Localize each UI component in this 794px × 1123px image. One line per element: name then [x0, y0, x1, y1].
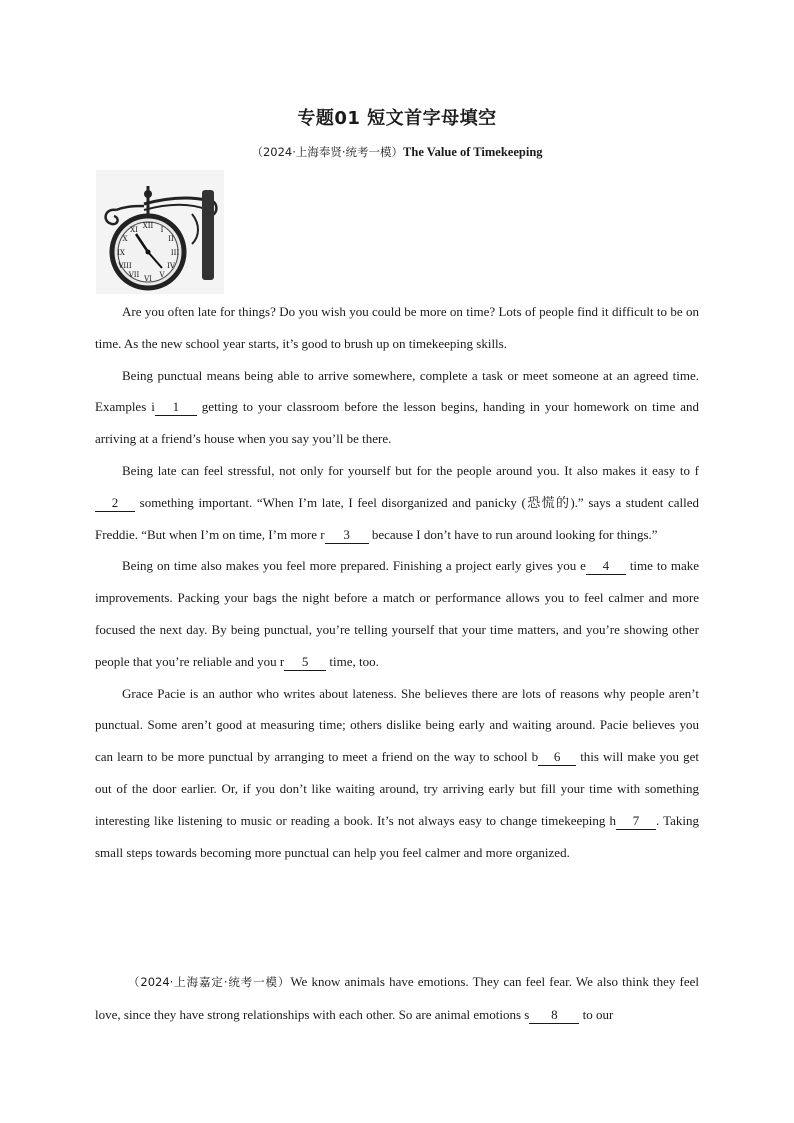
blank-6[interactable]: 6 [538, 749, 576, 766]
paragraph: Being punctual means being able to arrive somewhere, complete a task or meet someone at an agreed time. Examples i 1 getting to your classroom before the lesson begins, handing in your homework on time and arriving at a friend’s house when you say you’ll be there. [95, 367, 699, 447]
page-title: 专题01 短文首字母填空 [297, 108, 497, 129]
paragraph: （2024·上海嘉定·统考一模）We know animals have emotions. They can feel fear. We also think they feel love, since they have strong relationships with each other. So are animal emotions s 8 to our [95, 974, 700, 1022]
wall-clock-icon [96, 170, 224, 294]
paragraph: Are you often late for things? Do you wish you could be more on time? Lots of people find it difficult to be on time. As the new school year starts, it’s good to brush up on timekeeping skills. [95, 304, 699, 351]
blank-4[interactable]: 4 [586, 558, 626, 575]
paragraph: Being on time also makes you feel more prepared. Finishing a project early gives you e 4 time to make improvements. Packing your bags the night before a match or performance allows you to feel calmer and more focused the next day. By being punctual, you’re telling yourself that your time matters, and you’re showing other people that you’re reliable and you r 5 time, too. [95, 558, 699, 669]
svg-text:IX: IX [117, 249, 125, 257]
paragraph: Being late can feel stressful, not only for yourself but for the people around you. It also makes it easy to f2 something important. “When I’m late, I feel disorganized and panicky (恐慌的).” says a student called Freddie. “But when I’m on time, I’m more r 3 because I don’t have to run around looking for things.” [95, 462, 699, 542]
paragraph: Grace Pacie is an author who writes about lateness. She believes there are lots of reasons why people aren’t punctual. Some aren’t good at measuring time; others dislike being early and waiting around. Pacie believes you can learn to be more punctual by arranging to meet a friend on the way to school b 6 this will make you get out of the door earlier. Or, if you don’t like waiting around, try arriving early but fill your time with something interesting like listening to music or reading a book. It’s not always easy to change timekeeping h 7 . Taking small steps towards becoming more punctual can help you feel calmer and more organized. [95, 685, 700, 860]
svg-text:VIII: VIII [118, 262, 132, 270]
blank-3[interactable]: 3 [325, 527, 369, 544]
passage-2 [95, 966, 699, 1031]
svg-text:XII: XII [142, 222, 154, 230]
blank-1[interactable]: 1 [155, 399, 197, 416]
passage-source: （2024·上海嘉定·统考一模） [128, 975, 291, 989]
svg-text:III: III [170, 249, 180, 257]
blank-8[interactable]: 8 [529, 1007, 579, 1024]
svg-text:VII: VII [128, 271, 140, 279]
svg-text:IV: IV [167, 262, 175, 270]
svg-text:I: I [160, 226, 164, 234]
svg-text:X: X [122, 235, 128, 243]
blank-7[interactable]: 7 [616, 813, 656, 830]
passage-title: The Value of Timekeeping [403, 145, 543, 159]
passage-source: （2024·上海奉贤·统考一模） [251, 145, 404, 159]
passage-subtitle [0, 144, 794, 160]
svg-text:XI: XI [130, 226, 138, 234]
svg-text:V: V [159, 271, 165, 279]
blank-5[interactable]: 5 [284, 654, 326, 671]
passage-1 [95, 296, 699, 868]
blank-2[interactable]: 2 [95, 495, 135, 512]
svg-text:VI: VI [144, 275, 152, 283]
svg-text:II: II [168, 235, 174, 243]
